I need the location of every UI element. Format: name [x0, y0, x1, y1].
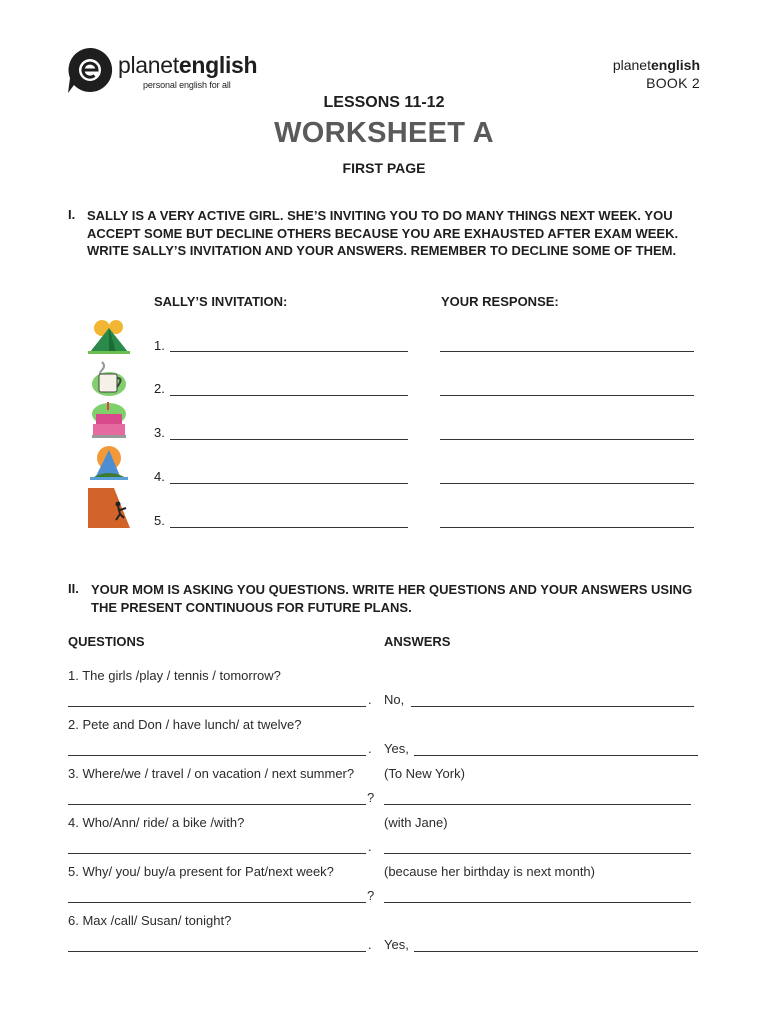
- lessons-heading: LESSONS 11-12: [323, 94, 445, 111]
- question-end-mark: .: [368, 741, 372, 756]
- invitation-row-number: 2.: [154, 381, 165, 396]
- question-end-mark: .: [368, 839, 372, 854]
- answer-hint-3: (To New York): [384, 766, 465, 781]
- response-line-1[interactable]: [440, 351, 694, 352]
- column-your-response: YOUR RESPONSE:: [441, 294, 559, 309]
- question-prompt-1: 1. The girls /play / tennis / tomorrow?: [68, 668, 281, 683]
- question-prompt-5: 5. Why/ you/ buy/a present for Pat/next week?: [68, 864, 334, 879]
- answer-line-4[interactable]: [384, 853, 691, 854]
- invitation-line-1[interactable]: [170, 351, 408, 352]
- response-line-2[interactable]: [440, 395, 694, 396]
- response-line-3[interactable]: [440, 439, 694, 440]
- section-2-instructions: YOUR MOM IS ASKING YOU QUESTIONS. WRITE HER QUESTIONS AND YOUR ANSWERS USING THE PRESENT CONTINUOUS FOR FUTURE PLANS.: [91, 582, 693, 615]
- page-title: WORKSHEET A: [274, 117, 494, 149]
- question-prompt-2: 2. Pete and Don / have lunch/ at twelve?: [68, 717, 302, 732]
- section-1-number: I.: [68, 207, 76, 222]
- question-line-5[interactable]: [68, 902, 366, 903]
- response-line-4[interactable]: [440, 483, 694, 484]
- question-end-mark: ?: [367, 790, 375, 805]
- answer-line-2[interactable]: [414, 755, 698, 756]
- planet-english-logo-icon: [66, 46, 114, 94]
- brand-name-right: planetenglish: [612, 57, 700, 73]
- question-line-1[interactable]: [68, 706, 366, 707]
- invitation-row-number: 4.: [154, 469, 165, 484]
- page-subtitle: FIRST PAGE: [342, 160, 426, 176]
- invitation-line-2[interactable]: [170, 395, 408, 396]
- answer-hint-5: (because her birthday is next month): [384, 864, 595, 879]
- logo-wordmark: planetenglish: [118, 52, 258, 78]
- answer-hint-4: (with Jane): [384, 815, 448, 830]
- answer-prefix-2: Yes,: [384, 741, 409, 756]
- question-prompt-3: 3. Where/we / travel / on vacation / next summer?: [68, 766, 355, 781]
- invitation-line-5[interactable]: [170, 527, 408, 528]
- invitation-row-number: 5.: [154, 513, 165, 528]
- birthday-cake-icon: [88, 400, 130, 440]
- question-line-6[interactable]: [68, 951, 366, 952]
- rock-climbing-icon: [88, 488, 130, 528]
- answer-line-5[interactable]: [384, 902, 691, 903]
- invitation-row-number: 1.: [154, 338, 165, 353]
- answer-prefix-1: No,: [384, 692, 405, 707]
- column-sallys-invitation: SALLY’S INVITATION:: [154, 294, 288, 309]
- question-prompt-6: 6. Max /call/ Susan/ tonight?: [68, 913, 232, 928]
- invitation-row-number: 3.: [154, 425, 165, 440]
- coffee-cup-icon: [88, 358, 130, 398]
- question-end-mark: .: [368, 692, 372, 707]
- question-end-mark: ?: [367, 888, 375, 903]
- question-line-3[interactable]: [68, 804, 366, 805]
- section-2-number: II.: [68, 581, 79, 596]
- camping-tent-icon: [88, 318, 130, 358]
- question-prompt-4: 4. Who/Ann/ ride/ a bike /with?: [68, 815, 245, 830]
- response-line-5[interactable]: [440, 527, 694, 528]
- invitation-line-4[interactable]: [170, 483, 408, 484]
- logo-tagline: personal english for all: [143, 80, 231, 90]
- answer-line-1[interactable]: [411, 706, 694, 707]
- question-line-2[interactable]: [68, 755, 366, 756]
- question-end-mark: .: [368, 937, 372, 952]
- section-1-instructions: SALLY IS A VERY ACTIVE GIRL. SHE’S INVITING YOU TO DO MANY THINGS NEXT WEEK. YOU ACCEPT SOME BUT DECLINE OTHERS BECAUSE YOU ARE EXHAUSTED AFTER EXAM WEEK. WRITE SALLY’S INVITATION AND YOUR ANSWERS. REMEMBER TO DECLINE SOME OF THEM.: [87, 208, 679, 258]
- column-answers: ANSWERS: [384, 634, 451, 649]
- island-trip-icon: [88, 444, 130, 484]
- question-line-4[interactable]: [68, 853, 366, 854]
- answer-prefix-6: Yes,: [384, 937, 409, 952]
- column-questions: QUESTIONS: [68, 634, 145, 649]
- answer-line-3[interactable]: [384, 804, 691, 805]
- invitation-line-3[interactable]: [170, 439, 408, 440]
- book-label: BOOK 2: [646, 75, 700, 91]
- answer-line-6[interactable]: [414, 951, 698, 952]
